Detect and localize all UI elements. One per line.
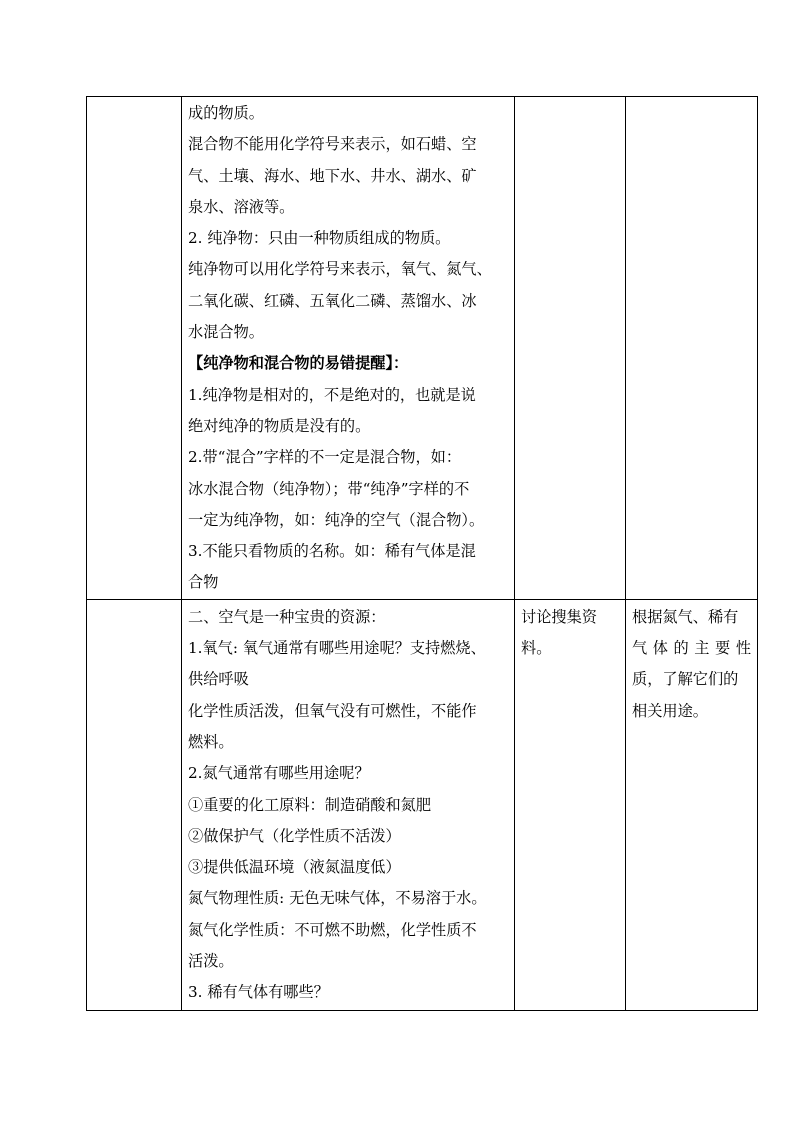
lesson-plan-table [86, 96, 758, 1011]
text-line: 氮气化学性质：不可燃不助燃，化学性质不 [188, 920, 477, 939]
intent-line: 气体的主要性 [632, 639, 751, 658]
text-line: 成的物质。 [188, 104, 264, 122]
text-line: 纯净物可以用化学符号来表示，氧气、氮气、 [188, 260, 492, 279]
text-line: 合物 [188, 573, 219, 592]
intent-cell [626, 599, 758, 1010]
intent-line: 根据氮气、稀有 [632, 607, 739, 626]
text-line: 一定为纯净物，如：纯净的空气（混合物）。 [188, 510, 485, 529]
stage-cell [87, 599, 182, 1010]
text-line: 1.氧气: 氧气通常有哪些用途呢？支持燃烧、 [188, 639, 486, 658]
text-line: 二氧化碳、红磷、五氧化二磷、蒸馏水、冰 [188, 291, 477, 310]
text-line: 化学性质活泼，但氧气没有可燃性，不能作 [188, 701, 477, 720]
text-line: 混合物不能用化学符号来表示，如石蜡、空 [188, 135, 477, 154]
text-line: ②做保护气（化学性质不活泼） [188, 826, 401, 845]
text-line: 2. 纯净物：只由一种物质组成的物质。 [188, 229, 451, 248]
intent-cell [626, 97, 758, 600]
text-line: 供给呼吸 [188, 670, 249, 689]
activity-cell [515, 599, 626, 1010]
text-line: 1.纯净物是相对的，不是绝对的，也就是说 [188, 385, 476, 404]
activity-line: 讨论搜集资 [521, 607, 597, 626]
text-line: 2.带“混合”字样的不一定是混合物，如： [188, 448, 462, 467]
content-cell [182, 97, 515, 600]
text-line: 燃料。 [188, 732, 234, 751]
text-line: 冰水混合物（纯净物）；带“纯净”字样的不 [188, 479, 470, 498]
text-line: 气、土壤、海水、地下水、井水、湖水、矿 [188, 166, 477, 185]
text-line: 2.氮气通常有哪些用途呢？ [188, 764, 370, 783]
text-line: 绝对纯净的物质是没有的。 [188, 416, 371, 435]
text-line: 3. 稀有气体有哪些？ [188, 983, 329, 1002]
text-line: 泉水、溶液等。 [188, 197, 295, 216]
text-line: ①重要的化工原料：制造硝酸和氮肥 [188, 795, 431, 814]
text-line: 活泼。 [188, 952, 234, 971]
text-line: ③提供低温环境（液氮温度低） [188, 858, 401, 877]
tip-heading: 【纯净物和混合物的易错提醒】： [188, 354, 409, 373]
stage-cell [87, 97, 182, 600]
text-line: 氮气物理性质: 无色无味气体，不易溶于水。 [188, 889, 487, 908]
table-row [87, 599, 758, 1010]
table-row [87, 97, 758, 600]
intent-line: 质，了解它们的 [632, 670, 739, 689]
intent-line: 相关用途。 [632, 701, 708, 720]
activity-cell [515, 97, 626, 600]
section-heading: 二、空气是一种宝贵的资源： [188, 607, 386, 626]
text-line: 3.不能只看物质的名称。如：稀有气体是混 [188, 542, 476, 561]
content-cell [182, 599, 515, 1010]
text-line: 水混合物。 [188, 323, 264, 342]
activity-line: 料。 [521, 639, 552, 658]
